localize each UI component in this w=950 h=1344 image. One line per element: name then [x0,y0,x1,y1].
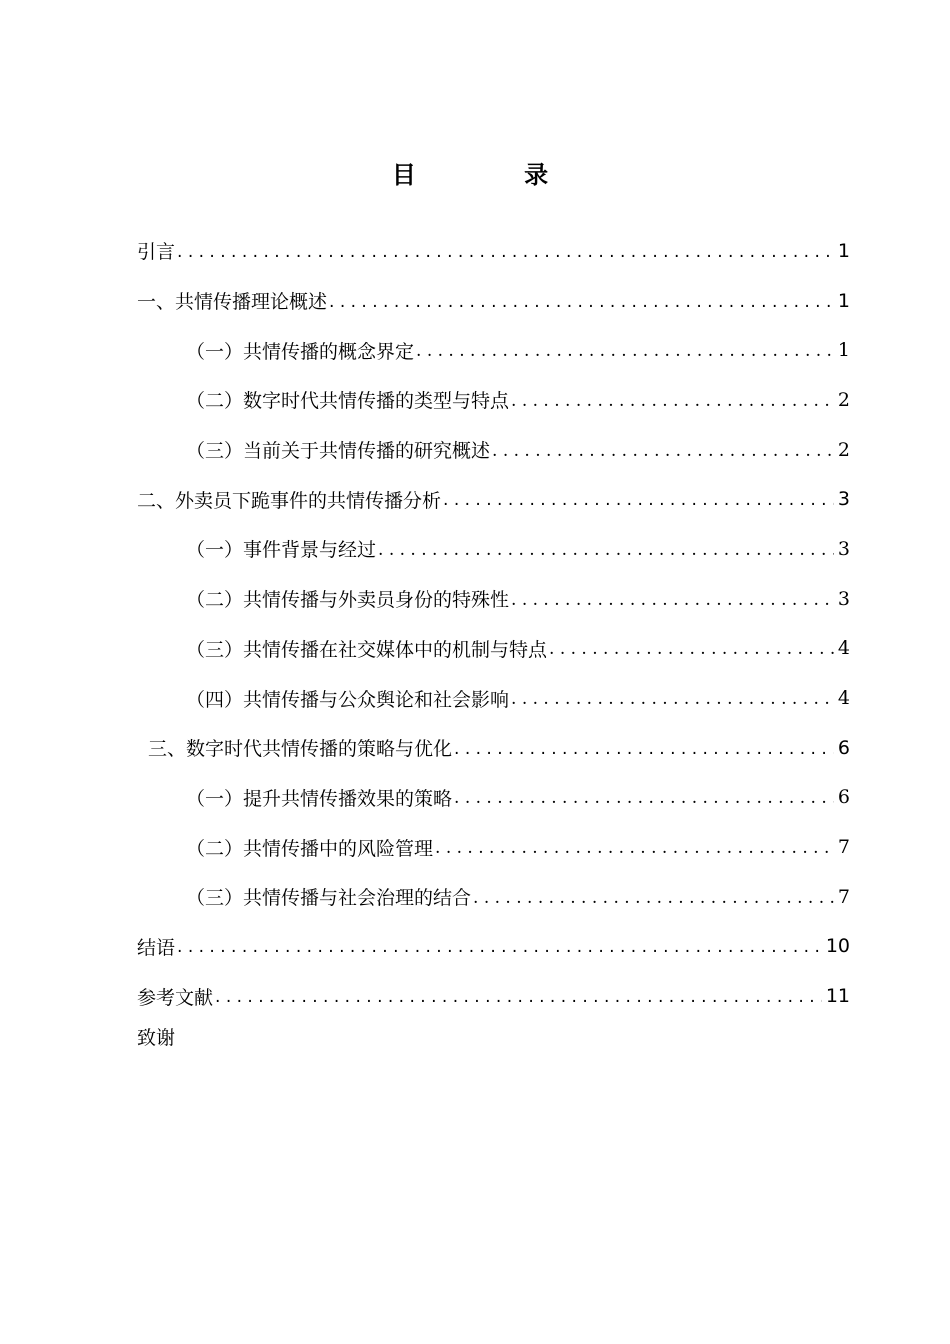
toc-entry-text: （三）共情传播在社交媒体中的机制与特点 [186,638,548,661]
dot-leader [378,540,834,560]
toc-page-number: 1 [837,289,850,312]
toc-page-number: 7 [837,836,850,859]
toc-entry-text: （三）当前关于共情传播的研究概述 [186,440,491,463]
toc-page-number: 6 [837,736,850,759]
dot-leader [511,391,834,411]
toc-entry-chapter-3[interactable] [0,723,950,773]
toc-page-number: 7 [837,885,850,908]
dot-leader [215,987,822,1007]
toc-entry-text: 一、共情传播理论概述 [137,291,328,314]
dot-leader [177,242,834,262]
toc-entry-section-2-1[interactable] [0,524,950,574]
toc-entry-section-1-1[interactable] [0,325,950,375]
toc-page-number: 4 [837,637,850,660]
dot-leader [454,788,834,808]
toc-entry-text: （一）提升共情传播效果的策略 [186,787,453,810]
dot-leader [416,341,834,361]
toc-entry-section-1-3[interactable] [0,425,950,475]
toc-page-number: 6 [837,786,850,809]
dot-leader [454,739,834,759]
toc-entry-chapter-2[interactable] [0,474,950,524]
toc-entry-section-2-3[interactable] [0,624,950,674]
table-of-contents [0,226,950,1061]
toc-page-number: 1 [837,339,850,362]
toc-entry-section-2-2[interactable] [0,574,950,624]
toc-entry-chapter-1[interactable] [0,276,950,326]
toc-page-number: 2 [837,388,850,411]
toc-page-number: 3 [837,587,850,610]
dot-leader [329,292,834,312]
toc-entry-section-3-3[interactable] [0,872,950,922]
toc-entry-text: 引言 [137,241,176,264]
toc-entry-introduction[interactable] [0,226,950,276]
toc-page-number: 4 [837,687,850,710]
dot-leader [511,689,834,709]
dot-leader [511,590,834,610]
dot-leader [435,838,834,858]
toc-entry-text: 参考文献 [137,986,214,1009]
toc-entry-text: 二、外卖员下跪事件的共情传播分析 [137,489,442,512]
toc-entry-text: 结语 [137,936,176,959]
dot-leader [549,639,834,659]
toc-page-number: 3 [837,488,850,511]
toc-entry-section-2-4[interactable] [0,673,950,723]
toc-entry-acknowledgements[interactable] [0,1021,950,1061]
toc-entry-text: （四）共情传播与公众舆论和社会影响 [186,688,510,711]
dot-leader [473,888,834,908]
dot-leader [177,937,822,957]
toc-entry-text: （二）共情传播中的风险管理 [186,837,434,860]
toc-entry-text: （二）数字时代共情传播的类型与特点 [186,390,510,413]
toc-entry-text: 三、数字时代共情传播的策略与优化 [148,738,453,761]
toc-entry-text: （三）共情传播与社会治理的结合 [186,887,472,910]
toc-entry-references[interactable] [0,971,950,1021]
toc-page-number: 10 [825,935,850,958]
toc-page-number: 11 [825,985,850,1008]
toc-page-number: 1 [837,239,850,262]
toc-title: 目 录 [391,161,599,189]
toc-entry-section-3-2[interactable] [0,822,950,872]
toc-entry-text: （一）事件背景与经过 [186,539,377,562]
toc-entry-text: （二）共情传播与外卖员身份的特殊性 [186,589,510,612]
dot-leader [492,441,834,461]
toc-entry-section-3-1[interactable] [0,773,950,823]
toc-entry-section-1-2[interactable] [0,375,950,425]
toc-page-number: 3 [837,537,850,560]
toc-entry-text: 致谢 [137,1027,176,1049]
toc-entry-conclusion[interactable] [0,922,950,972]
dot-leader [443,490,834,510]
toc-entry-text: （一）共情传播的概念界定 [186,340,415,363]
toc-page-number: 2 [837,438,850,461]
